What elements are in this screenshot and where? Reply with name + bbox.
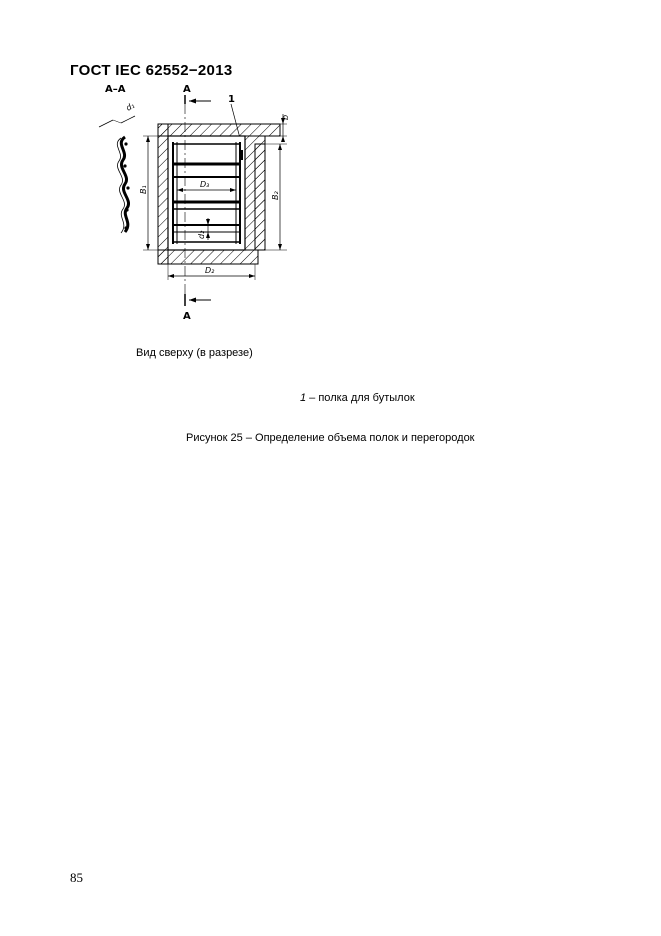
callout-label: 1 [228, 94, 235, 105]
figure-legend [300, 392, 415, 404]
dim-b: b [281, 114, 290, 120]
page-number: 85 [70, 870, 83, 885]
section-label: А–А [105, 84, 126, 95]
legend-number: 1 [300, 392, 307, 404]
legend-text: – полка для бутылок [306, 392, 415, 404]
dim-D3: D₃ [200, 180, 210, 189]
document-header: ГОСТ IEC 62552−2013 [70, 62, 233, 79]
dim-B2: B₂ [271, 191, 280, 200]
figure-caption: Рисунок 25 – Определение объема полок и перегородок [186, 432, 475, 444]
dim-B1: B₁ [139, 185, 148, 194]
view-label: Вид сверху (в разрезе) [136, 347, 253, 359]
dim-d1: d₁ [124, 100, 137, 113]
section-mark-top: А [183, 84, 191, 95]
section-mark-bottom: А [183, 311, 191, 322]
technical-drawing [95, 82, 295, 322]
dim-d2: d₂ [197, 230, 206, 239]
dim-D2: D₂ [205, 266, 215, 275]
